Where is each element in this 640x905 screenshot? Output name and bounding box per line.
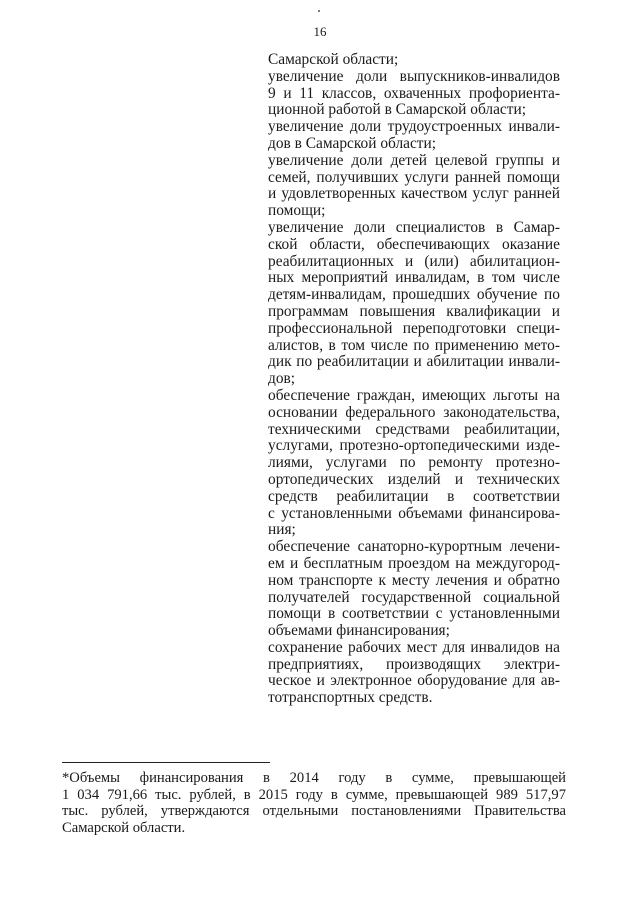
scan-speck: [318, 10, 320, 12]
text-line: ционной работой в Самарской области;: [268, 101, 526, 119]
footnote-line: тыс. рублей, утверждаются отдельными постановлениями Правительства: [62, 803, 566, 820]
text-line: ных мероприятий инвалидам, в том числе: [268, 269, 560, 287]
text-line: увеличение доли детей целевой группы и: [268, 151, 560, 169]
text-line: семей, получивших услуги ранней помощи: [268, 168, 560, 186]
text-line: 9 и 11 классов, охваченных профориента-: [268, 84, 560, 102]
text-line: лиями, услугами по ремонту протезно-: [268, 454, 560, 472]
text-line: ем и бесплатным проездом на междугород-: [268, 554, 560, 572]
text-line: ном транспорте к месту лечения и обратно: [268, 571, 560, 589]
text-line: алистов, в том числе по применению мето-: [268, 336, 560, 354]
text-line: помощи;: [268, 202, 326, 220]
footnote-line: Самарской области.: [62, 819, 186, 836]
text-line: дик по реабилитации и абилитации инвали-: [268, 353, 560, 371]
text-line: дов в Самарской области;: [268, 134, 437, 152]
text-line: объемами финансирования;: [268, 622, 450, 640]
text-line: ческое и электронное оборудование для ав-: [268, 672, 560, 690]
footnote-line: *Объемы финансирования в 2014 году в сумме, превышающей: [62, 770, 566, 786]
text-line: ортопедических изделий и технических: [268, 470, 560, 488]
footnote-separator: [62, 762, 270, 763]
text-line: получателей государственной социальной: [268, 588, 560, 606]
text-line: техническими средствами реабилитации,: [268, 420, 560, 438]
text-line: помощи в соответствии с установленными: [268, 605, 560, 623]
text-line: обеспечение санаторно-курортным лечени-: [268, 538, 560, 556]
main-text-column: [268, 52, 560, 707]
text-line: увеличение доли трудоустроенных инвали-: [268, 118, 560, 136]
text-line: Самарской области;: [268, 51, 399, 68]
text-line: профессиональной переподготовки специ-: [268, 319, 560, 337]
page-number: 16: [313, 24, 327, 39]
text-line: дов;: [268, 370, 296, 388]
footnote: [62, 770, 566, 836]
text-line: тотранспортных средств.: [268, 689, 433, 707]
text-line: реабилитационных и (или) абилитацион-: [268, 252, 560, 270]
text-line: обеспечение граждан, имеющих льготы на: [268, 386, 560, 404]
text-line: увеличение доли специалистов в Самар-: [268, 218, 560, 236]
text-line: предприятиях, производящих электри-: [268, 655, 560, 673]
text-line: с установленными объемами финансирова-: [268, 504, 560, 522]
text-line: программам повышения квалификации и: [268, 302, 560, 320]
text-line: основании федерального законодательства,: [268, 403, 560, 421]
text-line: и удовлетворенных качеством услуг ранней: [268, 185, 560, 203]
text-line: сохранение рабочих мест для инвалидов на: [268, 638, 560, 656]
text-line: средств реабилитации в соответствии: [268, 487, 560, 505]
footnote-line: 1 034 791,66 тыс. рублей, в 2015 году в сумме, превышающей 989 517,97: [62, 786, 566, 803]
text-line: услугами, протезно-ортопедическими изде-: [268, 437, 560, 455]
text-line: ской области, обеспечивающих оказание: [268, 235, 560, 253]
text-line: увеличение доли выпускников-инвалидов: [268, 67, 560, 85]
text-line: детям-инвалидам, прошедших обучение по: [268, 286, 560, 304]
text-line: ния;: [268, 521, 296, 539]
